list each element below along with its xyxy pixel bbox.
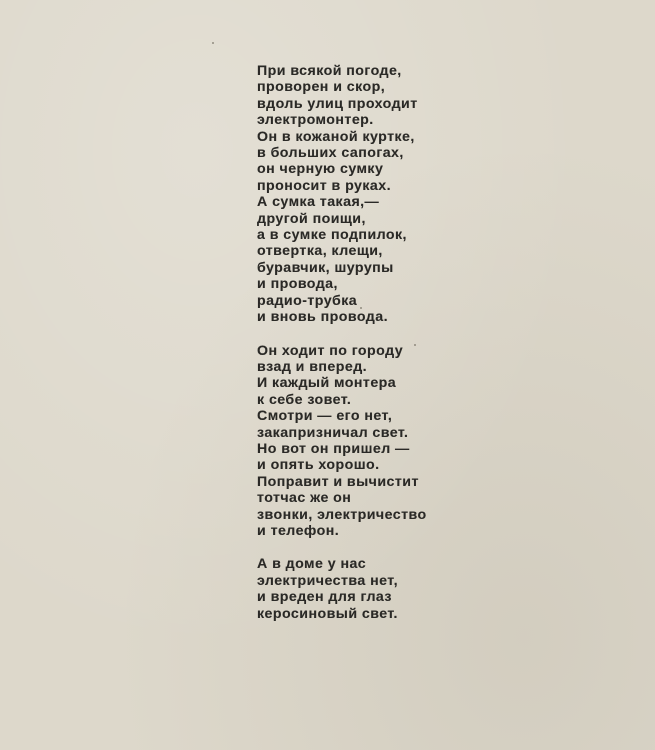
poem-line: и провода, <box>257 276 338 293</box>
poem-line: тотчас же он <box>257 490 352 507</box>
poem-text <box>257 63 457 622</box>
paper-speck <box>212 42 214 44</box>
poem-line: электромонтер. <box>257 112 374 129</box>
poem-line: он черную сумку <box>257 161 384 178</box>
poem-line: и вновь провода. <box>257 309 388 326</box>
poem-line: При всякой погоде, <box>257 63 402 79</box>
poem-line: к себе зовет. <box>257 391 352 408</box>
poem-line: Он ходит по городу <box>257 342 404 359</box>
poem-line: А сумка такая,— <box>257 194 380 211</box>
poem-line: в больших сапогах, <box>257 145 404 162</box>
poem-line: отвертка, клещи, <box>257 243 383 260</box>
poem-stanza-1 <box>257 63 457 326</box>
poem-line: и вреден для глаз <box>257 589 392 606</box>
poem-line: Смотри — его нет, <box>257 408 393 425</box>
poem-line: керосиновый свет. <box>257 605 398 622</box>
poem-line: электричества нет, <box>257 572 398 589</box>
poem-line: И каждый монтера <box>257 375 397 392</box>
poem-line: буравчик, шурупы <box>257 259 394 276</box>
poem-line: и телефон. <box>257 522 340 539</box>
poem-line: взад и вперед. <box>257 358 368 375</box>
poem-line: проносит в руках. <box>257 177 391 194</box>
poem-line: вдоль улиц проходит <box>257 95 418 112</box>
poem-line: А в доме у нас <box>257 556 367 573</box>
poem-line: проворен и скор, <box>257 79 386 96</box>
poem-line: закапризничал свет. <box>257 424 409 441</box>
poem-line: другой поищи, <box>257 210 366 227</box>
poem-stanza-3 <box>257 556 457 622</box>
poem-line: Но вот он пришел — <box>257 440 410 457</box>
poem-line: Поправит и вычистит <box>257 473 419 490</box>
poem-stanza-2 <box>257 343 457 540</box>
poem-line: Он в кожаной куртке, <box>257 128 415 145</box>
poem-line: а в сумке подпилок, <box>257 227 407 244</box>
poem-line: звонки, электричество <box>257 506 427 523</box>
poem-line: радио-трубка <box>257 292 358 309</box>
poem-line: и опять хорошо. <box>257 457 380 474</box>
